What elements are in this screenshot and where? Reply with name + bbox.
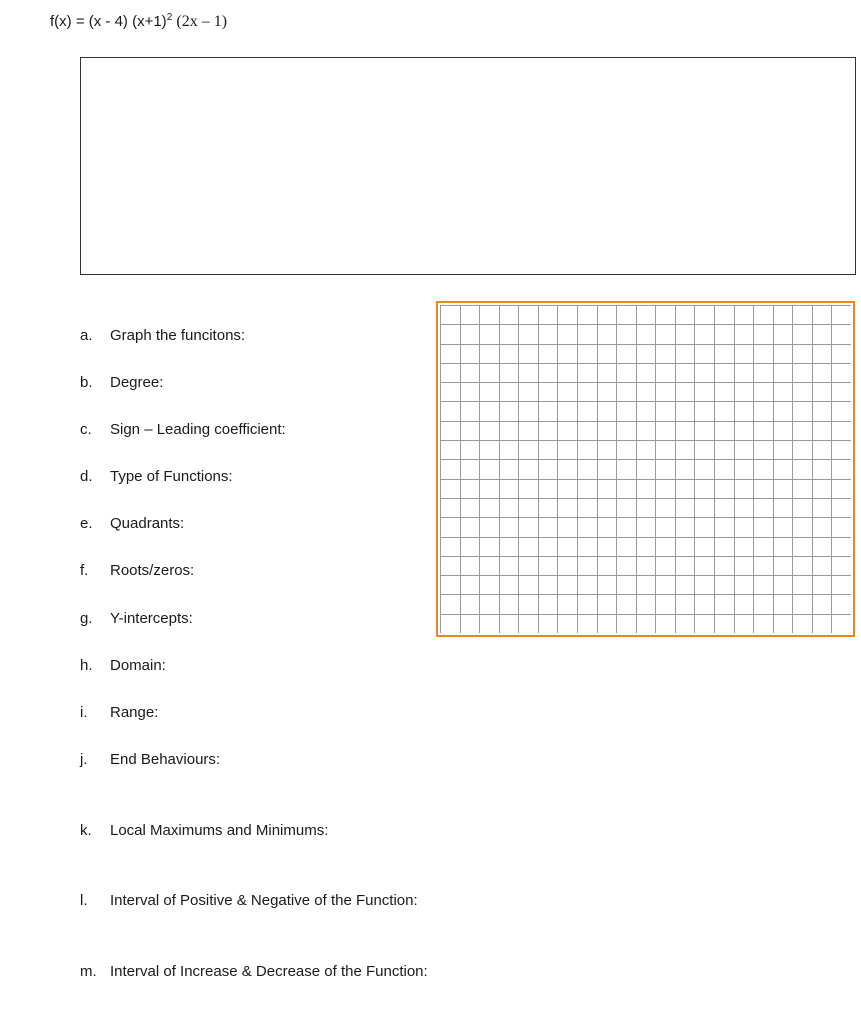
question-l (80, 892, 418, 910)
function-rhs: (2x – 1) (176, 13, 228, 30)
question-letter: c. (80, 421, 92, 438)
question-letter: f. (80, 562, 89, 579)
question-letter: b. (80, 374, 93, 391)
function-lhs: f(x) = (x - 4) (x+1) (50, 13, 167, 30)
question-letter: h. (80, 657, 93, 674)
question-d (80, 468, 233, 486)
function-exponent: 2 (166, 12, 173, 23)
question-letter: g. (80, 610, 93, 627)
question-k (80, 822, 328, 840)
question-text: Graph the funcitons: (110, 327, 246, 344)
question-letter: l. (80, 892, 88, 909)
question-letter: i. (80, 704, 88, 721)
grid-lines (440, 305, 851, 633)
question-text: Type of Functions: (110, 468, 233, 485)
question-text: Interval of Positive & Negative of the Function: (110, 892, 418, 909)
question-text: Domain: (110, 657, 166, 674)
question-g (80, 610, 193, 628)
question-h (80, 657, 166, 675)
question-text: End Behaviours: (110, 751, 221, 768)
question-f (80, 562, 194, 580)
question-letter: j. (80, 751, 88, 768)
question-letter: k. (80, 822, 92, 839)
question-text: Interval of Increase & Decrease of the Function: (110, 963, 428, 980)
graph-grid[interactable] (436, 301, 855, 637)
question-text: Local Maximums and Minimums: (110, 822, 329, 839)
question-text: Degree: (110, 374, 164, 391)
question-text: Range: (110, 704, 159, 721)
question-text: Roots/zeros: (110, 562, 195, 579)
question-letter: e. (80, 515, 93, 532)
function-equation (50, 12, 227, 31)
question-e (80, 515, 184, 533)
question-text: Quadrants: (110, 515, 185, 532)
question-j (80, 751, 220, 769)
question-b (80, 374, 163, 392)
answer-box[interactable] (80, 57, 856, 275)
question-m (80, 963, 428, 981)
question-text: Sign – Leading coefficient: (110, 421, 286, 438)
question-letter: m. (80, 963, 97, 980)
question-letter: a. (80, 327, 93, 344)
question-text: Y-intercepts: (110, 610, 193, 627)
question-letter: d. (80, 468, 93, 485)
question-i (80, 704, 158, 722)
question-a (80, 327, 245, 345)
question-c (80, 421, 286, 439)
